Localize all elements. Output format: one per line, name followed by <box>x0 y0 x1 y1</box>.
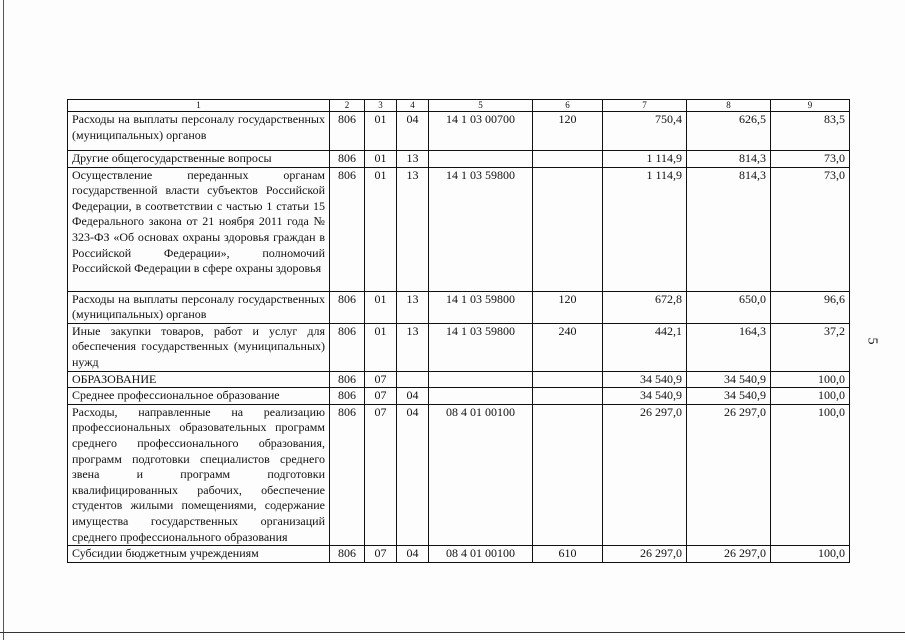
row-name: Расходы, направленные на реализацию профессиональных образовательных программ среднего профессионального образования, программ подготовки специалистов среднего звена и программ подготовки квалифицированных рабочих, обеспечение студентов жилыми помещениями, содержание имущества государственных организаций среднего профессионального образования <box>68 404 330 545</box>
cell-expense-type <box>533 404 603 545</box>
cell-expense-type: 120 <box>533 112 603 151</box>
column-number: 7 <box>603 100 687 112</box>
cell-percent: 83,5 <box>771 112 850 151</box>
cell-expense-type <box>533 167 603 291</box>
cell-target-article <box>429 371 533 388</box>
cell-target-article: 14 1 03 00700 <box>429 112 533 151</box>
cell-expense-type: 610 <box>533 546 603 563</box>
column-number: 1 <box>68 100 330 112</box>
cell-ministry-code: 806 <box>330 371 365 388</box>
cell-percent: 96,6 <box>771 291 850 323</box>
column-number: 8 <box>687 100 771 112</box>
cell-section: 07 <box>365 546 397 563</box>
table-row <box>68 291 850 323</box>
cell-target-article: 14 1 03 59800 <box>429 291 533 323</box>
cell-percent: 73,0 <box>771 167 850 291</box>
cell-subsection: 13 <box>397 151 429 168</box>
row-name: Расходы на выплаты персоналу государственных (муниципальных) органов <box>68 291 330 323</box>
cell-ministry-code: 806 <box>330 167 365 291</box>
cell-ministry-code: 806 <box>330 151 365 168</box>
cell-target-article: 14 1 03 59800 <box>429 323 533 371</box>
cell-subsection: 04 <box>397 388 429 405</box>
cell-section: 01 <box>365 291 397 323</box>
column-number: 5 <box>429 100 533 112</box>
table-row <box>68 112 850 151</box>
cell-expense-type <box>533 371 603 388</box>
cell-subsection: 13 <box>397 167 429 291</box>
cell-value-plan: 26 297,0 <box>603 404 687 545</box>
cell-value-plan: 442,1 <box>603 323 687 371</box>
cell-value-actual: 34 540,9 <box>687 388 771 405</box>
cell-percent: 100,0 <box>771 388 850 405</box>
table-header-row <box>68 100 850 112</box>
row-name: Осуществление переданных органам государственной власти субъектов Российской Федерации, в соответствии с частью 1 статьи 15 Федерального закона от 21 ноября 2011 года № 323-ФЗ «Об основах охраны здоровья граждан в Российской Федерации», полномочий Российской Федерации в сфере охраны здоровья <box>68 167 330 291</box>
cell-section: 01 <box>365 112 397 151</box>
cell-section: 01 <box>365 167 397 291</box>
cell-expense-type <box>533 388 603 405</box>
cell-value-plan: 34 540,9 <box>603 371 687 388</box>
table-row <box>68 546 850 563</box>
table-row <box>68 151 850 168</box>
page-number: 5 <box>864 337 880 345</box>
column-number: 9 <box>771 100 850 112</box>
cell-value-plan: 1 114,9 <box>603 151 687 168</box>
row-name: Среднее профессиональное образование <box>68 388 330 405</box>
cell-value-actual: 814,3 <box>687 151 771 168</box>
row-name: Субсидии бюджетным учреждениям <box>68 546 330 563</box>
row-name: Иные закупки товаров, работ и услуг для обеспечения государственных (муниципальных) нужд <box>68 323 330 371</box>
cell-ministry-code: 806 <box>330 546 365 563</box>
cell-expense-type: 120 <box>533 291 603 323</box>
row-name: ОБРАЗОВАНИЕ <box>68 371 330 388</box>
cell-ministry-code: 806 <box>330 404 365 545</box>
cell-percent: 100,0 <box>771 371 850 388</box>
cell-target-article <box>429 151 533 168</box>
cell-section: 01 <box>365 151 397 168</box>
cell-subsection <box>397 371 429 388</box>
cell-expense-type: 240 <box>533 323 603 371</box>
row-name: Другие общегосударственные вопросы <box>68 151 330 168</box>
cell-ministry-code: 806 <box>330 112 365 151</box>
cell-subsection: 04 <box>397 546 429 563</box>
cell-value-plan: 34 540,9 <box>603 388 687 405</box>
cell-ministry-code: 806 <box>330 323 365 371</box>
budget-table <box>67 99 850 563</box>
cell-percent: 100,0 <box>771 546 850 563</box>
cell-subsection: 04 <box>397 112 429 151</box>
cell-target-article <box>429 388 533 405</box>
cell-percent: 73,0 <box>771 151 850 168</box>
cell-value-actual: 34 540,9 <box>687 371 771 388</box>
cell-subsection: 13 <box>397 291 429 323</box>
cell-ministry-code: 806 <box>330 388 365 405</box>
cell-value-plan: 750,4 <box>603 112 687 151</box>
row-name: Расходы на выплаты персоналу государственных (муниципальных) органов <box>68 112 330 151</box>
cell-value-actual: 626,5 <box>687 112 771 151</box>
cell-value-actual: 26 297,0 <box>687 404 771 545</box>
cell-value-actual: 814,3 <box>687 167 771 291</box>
cell-value-actual: 164,3 <box>687 323 771 371</box>
table-row <box>68 323 850 371</box>
cell-section: 01 <box>365 323 397 371</box>
cell-value-plan: 672,8 <box>603 291 687 323</box>
cell-section: 07 <box>365 388 397 405</box>
table-row <box>68 388 850 405</box>
cell-target-article: 08 4 01 00100 <box>429 546 533 563</box>
table-row <box>68 371 850 388</box>
table-row <box>68 404 850 545</box>
cell-target-article: 08 4 01 00100 <box>429 404 533 545</box>
cell-section: 07 <box>365 404 397 545</box>
cell-subsection: 04 <box>397 404 429 545</box>
cell-section: 07 <box>365 371 397 388</box>
cell-percent: 100,0 <box>771 404 850 545</box>
cell-subsection: 13 <box>397 323 429 371</box>
page-edge <box>3 0 4 640</box>
cell-expense-type <box>533 151 603 168</box>
cell-value-actual: 26 297,0 <box>687 546 771 563</box>
cell-value-plan: 1 114,9 <box>603 167 687 291</box>
cell-ministry-code: 806 <box>330 291 365 323</box>
table-row <box>68 167 850 291</box>
cell-percent: 37,2 <box>771 323 850 371</box>
cell-target-article: 14 1 03 59800 <box>429 167 533 291</box>
column-number: 3 <box>365 100 397 112</box>
column-number: 6 <box>533 100 603 112</box>
cell-value-plan: 26 297,0 <box>603 546 687 563</box>
column-number: 4 <box>397 100 429 112</box>
column-number: 2 <box>330 100 365 112</box>
page-edge <box>0 632 905 633</box>
cell-value-actual: 650,0 <box>687 291 771 323</box>
